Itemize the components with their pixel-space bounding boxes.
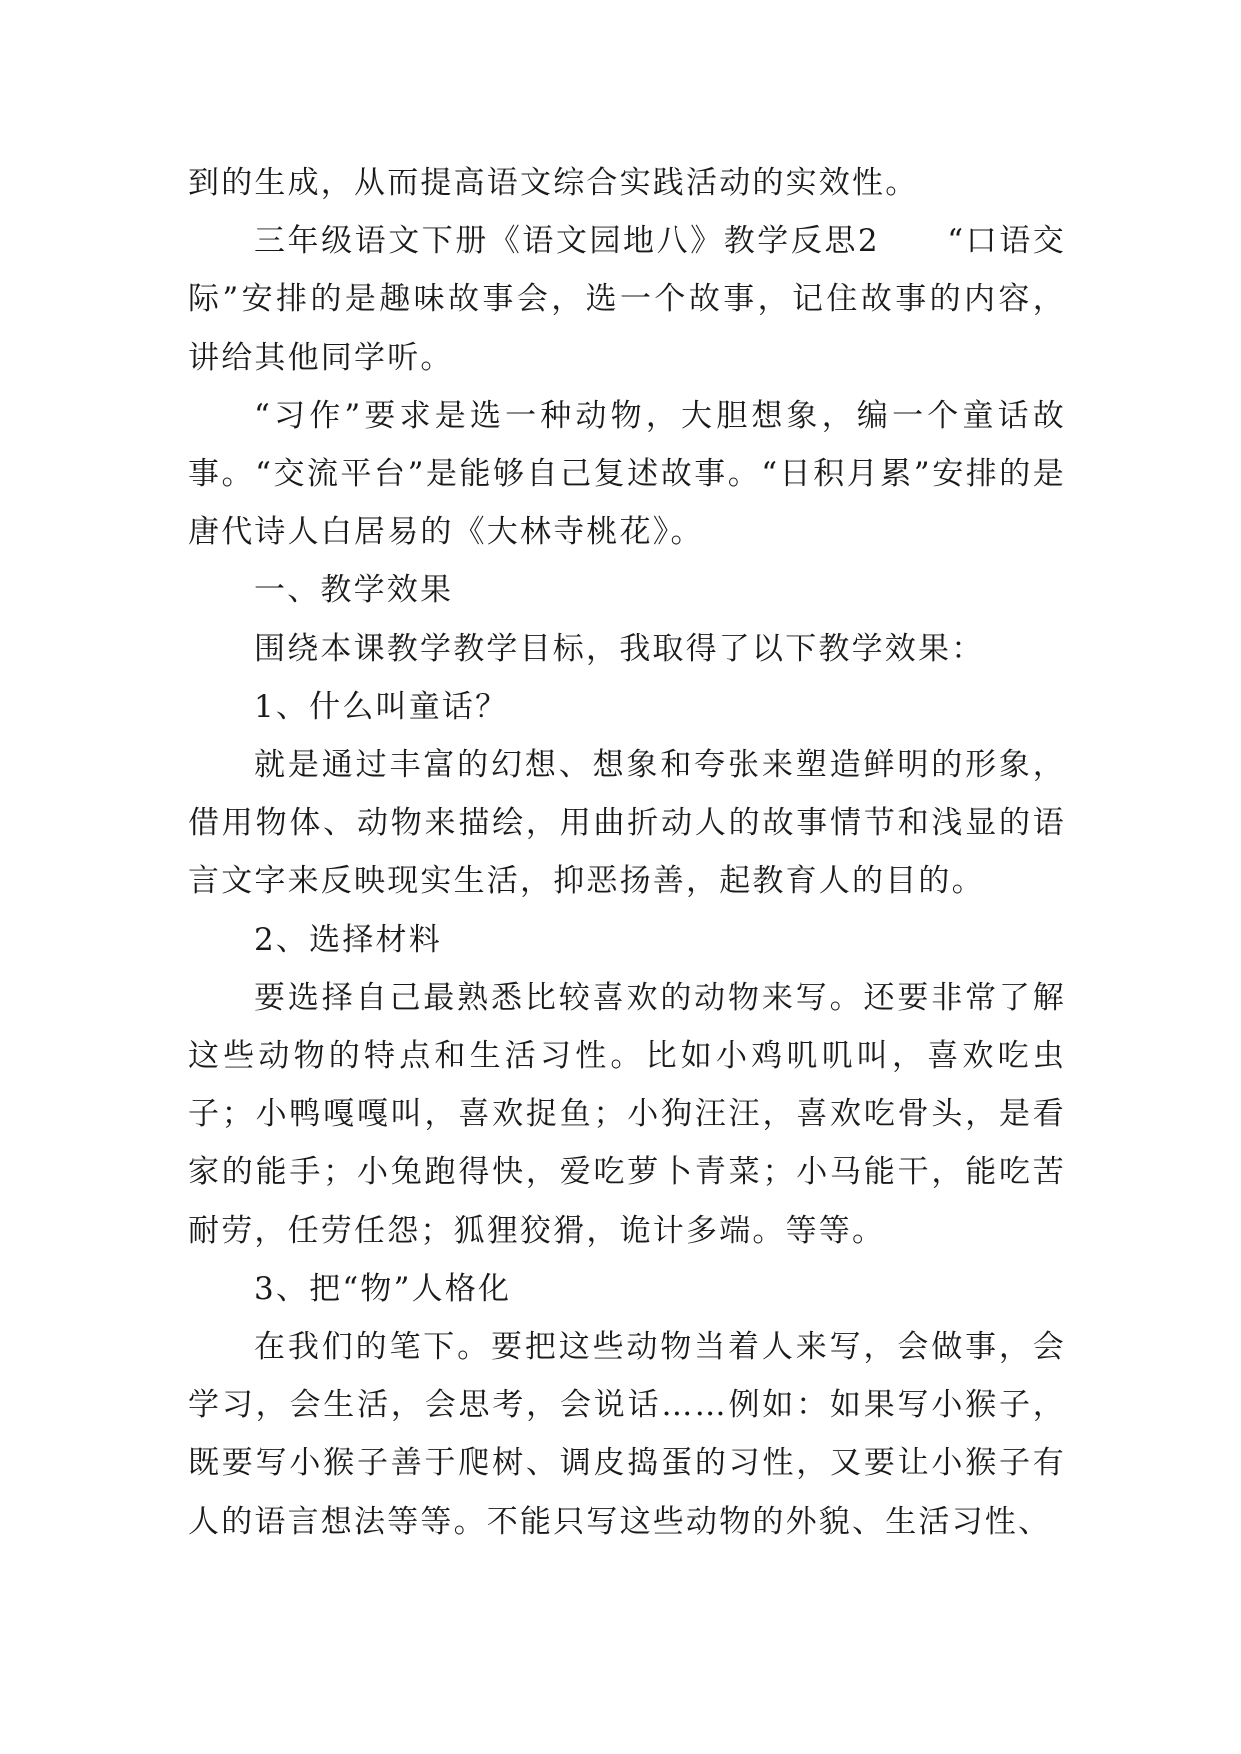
paragraph-fairy-tale-definition: 就是通过丰富的幻想、想象和夸张来塑造鲜明的形象，借用物体、动物来描绘，用曲折动人的故事情节和浅显的语言文字来反映现实生活，抑恶扬善，起教育人的目的。 [188, 747, 1066, 900]
paragraph-choose-material: 要选择自己最熟悉比较喜欢的动物来写。还要非常了解这些动物的特点和生活习性。比如小鸡叽叽叫，喜欢吃虫子；小鸭嘎嘎叫，喜欢捉鱼；小狗汪汪，喜欢吃骨头，是看家的能手；小兔跑得快，爱吃萝卜青菜；小马能干，能吃苦耐劳，任劳任怨；狐狸狡猾，诡计多端。等等。 [188, 979, 1066, 1249]
document-body [188, 154, 1066, 1551]
subheading-personification: 3、把“物”人格化 [254, 1270, 512, 1307]
paragraph-writing-requirement: “习作”要求是选一种动物，大胆想象，编一个童话故事。“交流平台”是能够自己复述故事。“日积月累”安排的是唐代诗人白居易的《大林寺桃花》。 [188, 397, 1066, 551]
heading-teaching-effect: 一、教学效果 [254, 572, 454, 609]
paragraph-continuation: 到的生成，从而提高语文综合实践活动的实效性。 [188, 165, 919, 201]
subheading-choose-material: 2、选择材料 [254, 921, 442, 958]
paragraph-reflection-title: 三年级语文下册《语文园地八》教学反思2 “口语交际”安排的是趣味故事会，选一个故事，记住故事的内容，讲给其他同学听。 [188, 223, 1066, 376]
paragraph-effect-intro: 围绕本课教学教学目标，我取得了以下教学效果： [254, 630, 985, 667]
paragraph-personification: 在我们的笔下。要把这些动物当着人来写，会做事，会学习，会生活，会思考，会说话……例如：如果写小猴子，既要写小猴子善于爬树、调皮捣蛋的习性，又要让小猴子有人的语言想法等等。不能只写这些动物的外貌、生活习性、 [188, 1329, 1066, 1540]
subheading-what-is-fairy-tale: 1、什么叫童话？ [254, 688, 509, 725]
